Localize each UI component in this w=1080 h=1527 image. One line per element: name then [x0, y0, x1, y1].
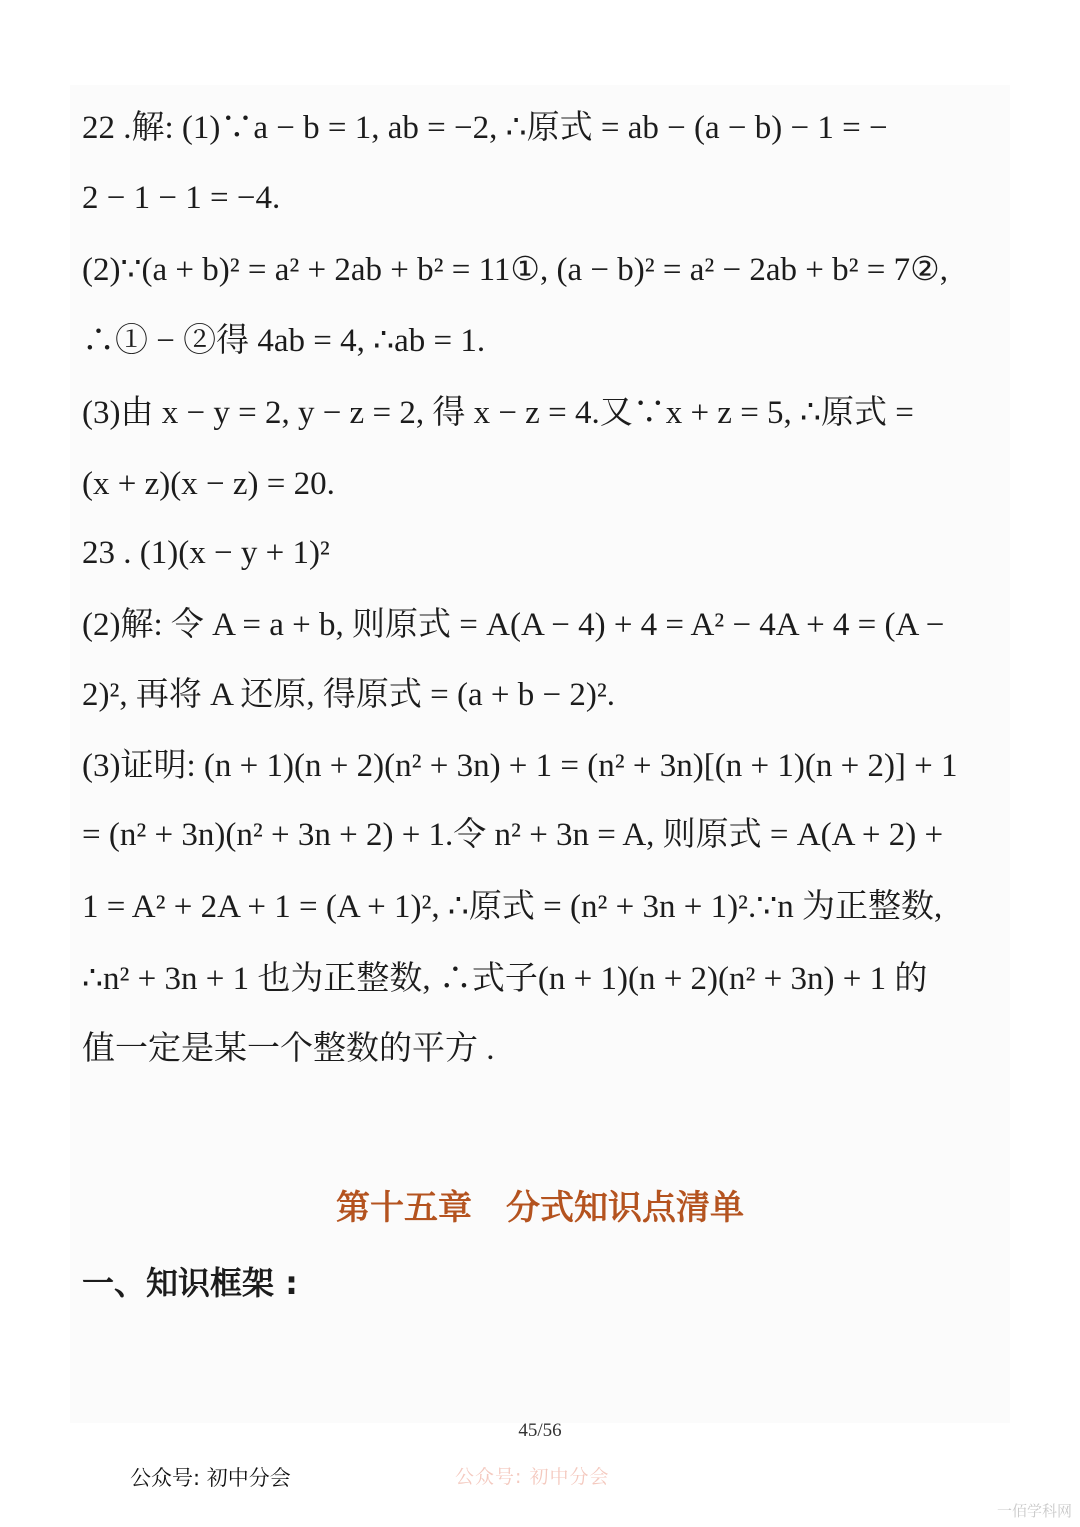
- solution-23-line-5: = (n² + 3n)(n² + 3n + 2) + 1.令 n² + 3n = A, 则原式 = A(A + 2) +: [82, 817, 944, 853]
- solution-22-line-3: (2)∵(a + b)² = a² + 2ab + b² = 11①, (a − b)² = a² − 2ab + b² = 7②,: [82, 252, 948, 288]
- solution-22-line-4: ∴① − ②得 4ab = 4, ∴ab = 1.: [82, 323, 486, 359]
- footer-account-label: 公众号: 初中分会: [130, 1466, 291, 1490]
- solution-23-line-7: ∴n² + 3n + 1 也为正整数, ∴式子(n + 1)(n + 2)(n² + 3n) + 1 的: [82, 961, 928, 997]
- solution-23-line-1: 23 . (1)(x − y + 1)²: [82, 535, 330, 571]
- corner-watermark: 一佰学科网: [996, 1502, 1072, 1520]
- solution-22-line-6: (x + z)(x − z) = 20.: [82, 466, 335, 502]
- solution-22-line-1: 22 .解: (1)∵a − b = 1, ab = −2, ∴原式 = ab − (a − b) − 1 = −: [82, 110, 888, 146]
- footer-watermark: 公众号: 初中分会: [455, 1466, 610, 1488]
- page-number: 45/56: [518, 1420, 562, 1441]
- solution-23-line-6: 1 = A² + 2A + 1 = (A + 1)², ∴原式 = (n² + 3n + 1)².∵n 为正整数,: [82, 889, 943, 925]
- solution-23-line-4: (3)证明: (n + 1)(n + 2)(n² + 3n) + 1 = (n² + 3n)[(n + 1)(n + 2)] + 1: [82, 748, 958, 784]
- solution-23-line-8: 值一定是某一个整数的平方 .: [82, 1031, 495, 1067]
- solution-22-line-5: (3)由 x − y = 2, y − z = 2, 得 x − z = 4.又∵x + z = 5, ∴原式 =: [82, 395, 914, 431]
- solution-23-line-2: (2)解: 令 A = a + b, 则原式 = A(A − 4) + 4 = A² − 4A + 4 = (A −: [82, 607, 945, 643]
- section-heading: 一、知识框架 :: [82, 1264, 298, 1302]
- solution-23-line-3: 2)², 再将 A 还原, 得原式 = (a + b − 2)².: [82, 677, 615, 713]
- chapter-title: 第十五章 分式知识点清单: [336, 1188, 744, 1228]
- solution-22-line-2: 2 − 1 − 1 = −4.: [82, 180, 281, 216]
